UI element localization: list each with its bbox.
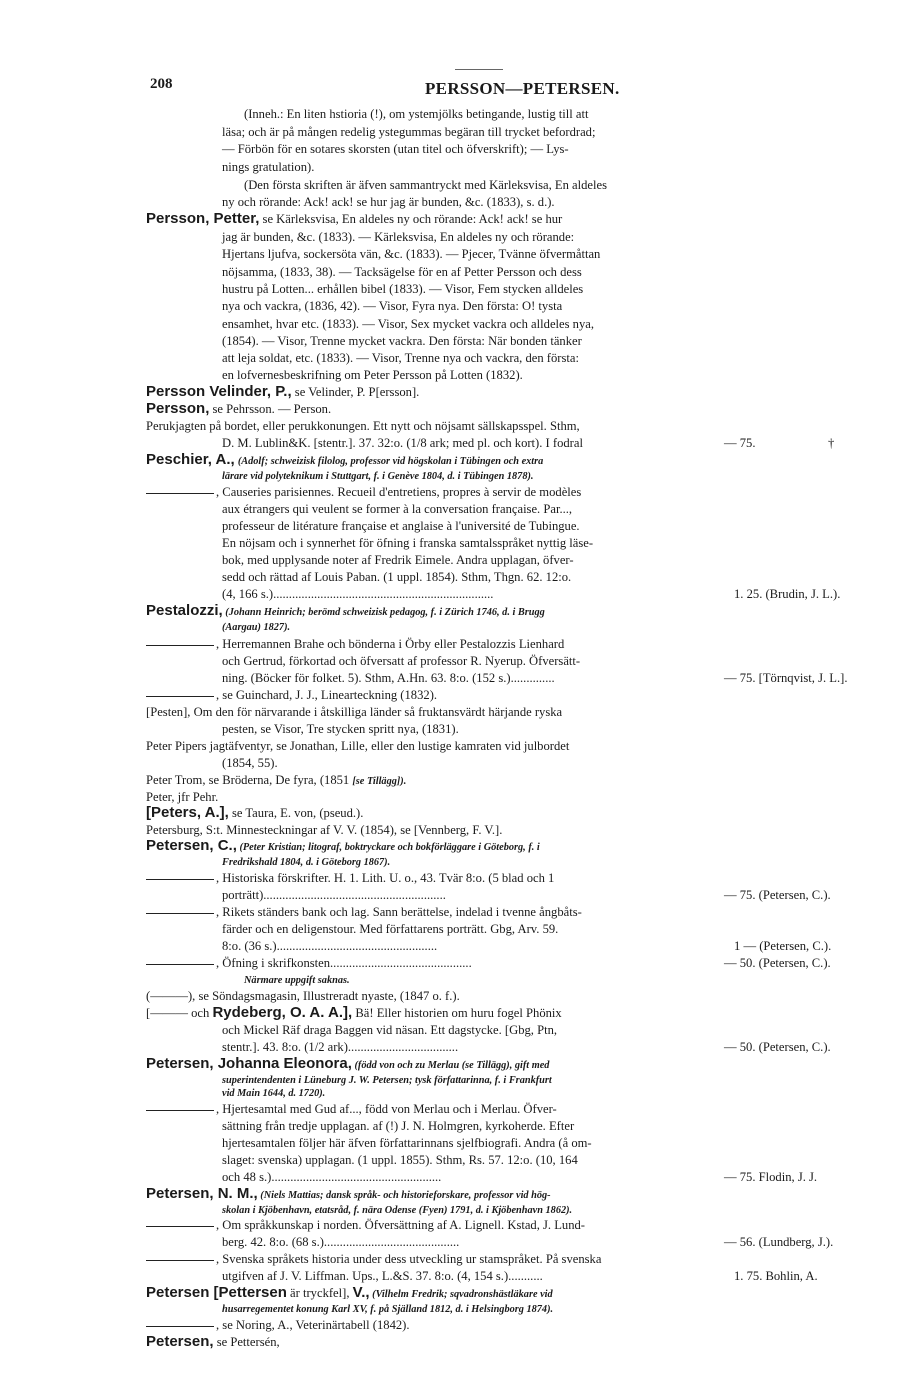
line-plain: jag är bunden, &c. (1833). — Kärleksvisa, En aldeles ny och rörande: bbox=[222, 230, 575, 244]
line-plain: Peter Trom, se Bröderna, De fyra, (1851 bbox=[146, 773, 353, 787]
line-text: , Historiska förskrifter. H. 1. Lith. U. o., 43. Tvär 8:o. (5 blad och 1 bbox=[146, 871, 554, 885]
line-plain: och 48 s.)...................................................... bbox=[222, 1170, 442, 1184]
line-plain: (1854). — Visor, Trenne mycket vackra. Den första: När bonden tänker bbox=[222, 334, 582, 348]
line-text bbox=[222, 1202, 572, 1218]
line-text bbox=[222, 854, 390, 870]
line-text bbox=[222, 1040, 458, 1054]
line-text bbox=[146, 806, 363, 820]
line-plain: Rikets ständers bank och lag. Sann berättelse, indelad i tvenne ångbåts- bbox=[222, 905, 582, 919]
line-plain: (1854, 55). bbox=[222, 756, 278, 770]
bio-note: Närmare uppgift saknas. bbox=[244, 975, 350, 986]
entry-headword: Rydeberg, O. A. A.], bbox=[212, 1004, 353, 1021]
line-text bbox=[146, 402, 331, 416]
line-plain: [——— och bbox=[146, 1006, 213, 1020]
line-plain: Perukjagten på bordet, eller perukkonungen. Ett nytt och nöjsamt sällskapsspel. Sthm, bbox=[146, 419, 580, 433]
bio-note: lärare vid polyteknikum i Stuttgart, f. i Genève 1804, d. i Tübingen 1878). bbox=[222, 471, 534, 482]
bio-note: skolan i Kjöbenhavn, etatsråd, f. nära Odense (Fyen) 1791, d. i Kjöbenhavn 1862). bbox=[222, 1205, 573, 1216]
entry-headword: Persson, bbox=[146, 400, 210, 417]
line-plain: och Mickel Räf draga Baggen vid näsan. Ett dagstycke. [Gbg, Ptn, bbox=[222, 1023, 558, 1037]
ditto-dash bbox=[146, 1326, 214, 1327]
line-plain: Peter, jfr Pehr. bbox=[146, 790, 219, 804]
bio-note: (Aargau) 1827). bbox=[222, 622, 291, 633]
line-text bbox=[222, 1023, 557, 1037]
line-plain: Causeries parisiennes. Recueil d'entretiens, propres à servir de modèles bbox=[222, 485, 582, 499]
line-text bbox=[222, 195, 555, 209]
line-text bbox=[222, 436, 583, 450]
line-plain: se Noring, A., Veterinärtabell (1842). bbox=[222, 1318, 410, 1332]
price-publisher: — 75. bbox=[724, 436, 756, 450]
line-plain: en lofvernesbeskrifning om Peter Persson på Lotten (1832). bbox=[222, 368, 523, 382]
line-plain: se Pettersén, bbox=[213, 1335, 280, 1349]
line-text bbox=[222, 265, 582, 279]
ditto-dash bbox=[146, 696, 214, 697]
line-text bbox=[244, 972, 350, 988]
ditto-dash bbox=[146, 1260, 214, 1261]
line-text bbox=[222, 468, 533, 484]
line-plain: professeur de litérature française et anglaise à l'université de Tubingue. bbox=[222, 519, 580, 533]
line-text: , Herremannen Brahe och bönderna i Örby eller Pestalozzis Lienhard bbox=[146, 637, 564, 651]
entry-headword: [Peters, A.], bbox=[146, 804, 229, 821]
line-plain: Öfning i skrifkonsten............................................. bbox=[222, 956, 472, 970]
line-text: , Hjertesamtal med Gud af..., född von Merlau och i Merlau. Öfver- bbox=[146, 1102, 557, 1116]
line-text bbox=[146, 739, 569, 753]
line-text bbox=[146, 989, 460, 1003]
line-text bbox=[222, 368, 523, 382]
line-plain: färder och en deligenstour. Med författarens porträtt. Gbg, Arv. 59. bbox=[222, 922, 559, 936]
price-publisher: — 75. [Törnqvist, J. L.]. bbox=[724, 671, 848, 685]
line-plain: Hjertesamtal med Gud af..., född von Merlau och i Merlau. Öfver- bbox=[222, 1102, 557, 1116]
bio-note: (Adolf; schweizisk filolog, professor vid högskolan i Tübingen och extra bbox=[237, 456, 544, 467]
line-plain: stentr.]. 43. 8:o. (1/2 ark)................................... bbox=[222, 1040, 459, 1054]
line-plain: [Pesten], Om den för närvarande i åtskilliga länder så fruktansvärdt härjande ryska bbox=[146, 705, 563, 719]
line-text: , Svenska språkets historia under dess utveckling ur stamspråket. På svenska bbox=[146, 1252, 601, 1266]
line-text bbox=[222, 553, 574, 567]
line-text bbox=[222, 654, 580, 668]
line-text bbox=[222, 1085, 325, 1101]
line-plain: porträtt).......................................................... bbox=[222, 888, 446, 902]
entry-headword: Petersen, Johanna Eleonora, bbox=[146, 1055, 352, 1072]
line-plain: läsa; och är på mången redelig ystegummas begäran till trycket befordrad; bbox=[222, 125, 596, 139]
ditto-dash bbox=[146, 645, 214, 646]
line-text bbox=[222, 519, 580, 533]
bio-note: Fredrikshald 1804, d. i Göteborg 1867). bbox=[222, 857, 391, 868]
line-text bbox=[222, 1269, 543, 1283]
line-plain: Herremannen Brahe och bönderna i Örby eller Pestalozzis Lienhard bbox=[222, 637, 565, 651]
line-plain: Historiska förskrifter. H. 1. Lith. U. o., 43. Tvär 8:o. (5 blad och 1 bbox=[222, 871, 555, 885]
ditto-dash bbox=[146, 1226, 214, 1227]
line-plain: D. M. Lublin&K. [stentr.]. 37. 32:o. (1/8 ark; med pl. och kort). I fodral bbox=[222, 436, 583, 450]
line-text bbox=[222, 125, 595, 139]
line-text bbox=[146, 1335, 280, 1349]
line-plain: pesten, se Visor, Tre stycken spritt nya, (1831). bbox=[222, 722, 459, 736]
bio-note: (Vilhelm Fredrik; sqvadronshästläkare vid bbox=[369, 1289, 553, 1300]
bio-note: (Peter Kristian; litograf, boktryckare och bokförläggare i Göteborg, f. i bbox=[236, 842, 540, 853]
bio-note: (Niels Mattias; dansk språk- och historieforskare, professor vid hög- bbox=[257, 1190, 551, 1201]
line-text bbox=[222, 888, 446, 902]
line-text bbox=[222, 722, 459, 736]
line-plain: sedd och rättad af Louis Paban. (1 uppl. 1854). Sthm, Thgn. 62. 12:o. bbox=[222, 570, 572, 584]
line-plain: (4, 166 s.)...................................................................... bbox=[222, 587, 494, 601]
line-text bbox=[222, 671, 555, 685]
line-text bbox=[222, 1119, 574, 1133]
line-text bbox=[222, 282, 583, 296]
line-text: , se Guinchard, J. J., Linearteckning (1832). bbox=[146, 688, 437, 702]
ditto-dash bbox=[146, 913, 214, 914]
line-text bbox=[146, 385, 419, 399]
line-text: , Rikets ständers bank och lag. Sann berättelse, indelad i tvenne ångbåts- bbox=[146, 905, 582, 919]
entry-headword: V., bbox=[352, 1284, 370, 1301]
line-text bbox=[222, 587, 493, 601]
line-text bbox=[222, 351, 579, 365]
line-text bbox=[222, 317, 594, 331]
page-number: 208 bbox=[150, 76, 173, 92]
line-text bbox=[222, 536, 593, 550]
line-text: , se Noring, A., Veterinärtabell (1842). bbox=[146, 1318, 410, 1332]
line-text bbox=[222, 1301, 553, 1317]
line-text bbox=[222, 502, 572, 516]
line-plain: hustru på Lotten... erhållen bibel (1833). — Visor, Fem stycken alldeles bbox=[222, 282, 584, 296]
price-publisher: 1 — (Petersen, C.). bbox=[734, 939, 832, 953]
line-plain: aux étrangers qui veulent se former à la conversation française. Par..., bbox=[222, 502, 573, 516]
line-text bbox=[222, 299, 562, 313]
line-text: , Causeries parisiennes. Recueil d'entretiens, propres à servir de modèles bbox=[146, 485, 581, 499]
line-plain: att leja soldat, etc. (1833). — Visor, Trenne nya och vackra, den första: bbox=[222, 351, 579, 365]
line-plain: se Pehrsson. — Person. bbox=[209, 402, 332, 416]
line-plain: Svenska språkets historia under dess utveckling ur stamspråket. På svenska bbox=[222, 1252, 602, 1266]
line-text bbox=[244, 178, 607, 192]
line-text bbox=[222, 1235, 459, 1249]
line-text: , Öfning i skrifkonsten............................................. bbox=[146, 956, 472, 970]
line-plain: (Inneh.: En liten hstioria (!), om ystemjölks betingande, lustig till att bbox=[244, 107, 589, 121]
line-plain: se Guinchard, J. J., Linearteckning (1832). bbox=[222, 688, 438, 702]
line-plain: sättning från tredje upplagan. af (!) J. N. Holmgren, kyrkoherde. Efter bbox=[222, 1119, 575, 1133]
line-plain: (Den första skriften är äfven sammantryckt med Kärleksvisa, En aldeles bbox=[244, 178, 607, 192]
line-text bbox=[146, 1286, 553, 1302]
line-text bbox=[146, 212, 562, 226]
price-publisher: 1. 75. Bohlin, A. bbox=[734, 1269, 818, 1283]
line-text bbox=[146, 604, 545, 620]
line-text: , Om språkkunskap i norden. Öfversättning af A. Lignell. Kstad, J. Lund- bbox=[146, 1218, 585, 1232]
line-plain: hjertesamtalen följer här äfven författarinnans sjelfbiografi. Andra (å om- bbox=[222, 1136, 592, 1150]
header-rule bbox=[455, 69, 503, 70]
line-plain: (———), se Söndagsmagasin, Illustreradt nyaste, (1847 o. f.). bbox=[146, 989, 460, 1003]
line-text bbox=[222, 619, 290, 635]
line-plain: nya och vackra, (1836, 42). — Visor, Fyra nya. Den första: O! tysta bbox=[222, 299, 563, 313]
bio-note: (Johann Heinrich; berömd schweizisk pedagog, f. i Zürich 1746, d. i Brugg bbox=[222, 607, 545, 618]
line-plain: nöjsamma, (1833, 38). — Tacksägelse för en af Petter Persson och dess bbox=[222, 265, 582, 279]
line-plain: är tryckfel], bbox=[286, 1286, 353, 1300]
line-plain: — Förbön för en sotares skorsten (utan titel och öfverskrift); — Lys- bbox=[222, 142, 569, 156]
line-plain: se Kärleksvisa, En aldeles ny och rörande: Ack! ack! se hur bbox=[259, 212, 563, 226]
line-text bbox=[222, 922, 558, 936]
running-head: PERSSON—PETERSEN. bbox=[425, 79, 620, 98]
line-text bbox=[146, 839, 540, 855]
line-text bbox=[146, 773, 406, 789]
price-publisher: — 56. (Lundberg, J.). bbox=[724, 1235, 834, 1249]
ditto-dash bbox=[146, 1110, 214, 1111]
line-plain: Peter Pipers jagtäfventyr, se Jonathan, Lille, eller den lustige kamraten vid julbordet bbox=[146, 739, 570, 753]
line-text bbox=[146, 823, 502, 837]
line-plain: 8:o. (36 s.)................................................... bbox=[222, 939, 438, 953]
line-text bbox=[222, 1170, 441, 1184]
ditto-dash bbox=[146, 964, 214, 965]
entry-headword: Petersen, bbox=[146, 1333, 214, 1350]
bio-note: husarregementet konung Karl XV, f. på Själland 1812, d. i Helsingborg 1874). bbox=[222, 1304, 554, 1315]
line-plain: nings gratulation). bbox=[222, 160, 315, 174]
line-plain: ny och rörande: Ack! ack! se hur jag är bunden, &c. (1833), s. d.). bbox=[222, 195, 555, 209]
entry-headword: Persson, Petter, bbox=[146, 210, 260, 227]
line-text bbox=[222, 939, 437, 953]
line-plain: Om språkkunskap i norden. Öfversättning af A. Lignell. Kstad, J. Lund- bbox=[222, 1218, 586, 1232]
bio-note: vid Main 1644, d. 1720). bbox=[222, 1088, 326, 1099]
line-text bbox=[244, 107, 589, 121]
price-publisher: — 50. (Petersen, C.). bbox=[724, 1040, 831, 1054]
dagger-mark: † bbox=[828, 436, 835, 450]
ditto-dash bbox=[146, 879, 214, 880]
price-publisher: — 75. Flodin, J. J. bbox=[724, 1170, 818, 1184]
entry-headword: Petersen, N. M., bbox=[146, 1185, 258, 1202]
line-text bbox=[222, 756, 278, 770]
price-publisher: 1. 25. (Brudin, J. L.). bbox=[734, 587, 841, 601]
entry-headword: Persson Velinder, P., bbox=[146, 383, 292, 400]
price-publisher: — 75. (Petersen, C.). bbox=[724, 888, 831, 902]
line-plain: berg. 42. 8:o. (68 s.)........................................... bbox=[222, 1235, 460, 1249]
line-text bbox=[146, 453, 543, 469]
line-text bbox=[222, 570, 571, 584]
line-text bbox=[222, 247, 600, 261]
line-plain: se Taura, E. von, (pseud.). bbox=[228, 806, 364, 820]
line-text bbox=[146, 1006, 562, 1020]
line-plain: Hjertans ljufva, sockersöta vän, &c. (1833). — Pjecer, Tvänne öfvermåttan bbox=[222, 247, 601, 261]
ditto-dash bbox=[146, 493, 214, 494]
line-text bbox=[146, 705, 562, 719]
line-text bbox=[146, 1187, 551, 1203]
entry-headword: Petersen [Pettersen bbox=[146, 1284, 287, 1301]
entry-headword: Petersen, C., bbox=[146, 837, 237, 854]
line-text bbox=[222, 1136, 592, 1150]
line-text bbox=[146, 790, 218, 804]
price-publisher: — 50. (Petersen, C.). bbox=[724, 956, 831, 970]
line-text bbox=[146, 1057, 549, 1073]
line-plain: se Velinder, P. P[ersson]. bbox=[291, 385, 420, 399]
line-plain: slaget: svenska) upplagan. (1 uppl. 1855). Sthm, Rs. 57. 12:o. (10, 164 bbox=[222, 1153, 578, 1167]
line-plain: Bä! Eller historien om huru fogel Phönix bbox=[352, 1006, 562, 1020]
line-plain: bok, med upplysande noter af Fredrik Eimele. Andra upplagan, öfver- bbox=[222, 553, 574, 567]
line-text bbox=[222, 1153, 578, 1167]
line-text bbox=[222, 334, 582, 348]
line-plain: ensamhet, hvar etc. (1833). — Visor, Sex mycket vackra och alldeles nya, bbox=[222, 317, 595, 331]
line-plain: och Gertrud, förkortad och öfversatt af professor R. Nyerup. Öfversätt- bbox=[222, 654, 581, 668]
line-text bbox=[222, 142, 569, 156]
bio-note: [se Tillägg]). bbox=[352, 776, 407, 787]
line-text bbox=[222, 160, 314, 174]
line-text bbox=[222, 230, 574, 244]
entry-headword: Peschier, A., bbox=[146, 451, 235, 468]
line-text bbox=[146, 419, 580, 433]
line-plain: ning. (Böcker för folket. 5). Sthm, A.Hn. 63. 8:o. (152 s.).............. bbox=[222, 671, 555, 685]
line-plain: utgifven af J. V. Liffman. Ups., L.&S. 37. 8:o. (4, 154 s.)........... bbox=[222, 1269, 543, 1283]
bio-note: (född von och zu Merlau (se Tillägg), gift med bbox=[351, 1060, 550, 1071]
bio-note: superintendenten i Lüneburg J. W. Petersen; tysk författarinna, f. i Frankfurt bbox=[222, 1075, 552, 1086]
line-plain: Petersburg, S:t. Minnesteckningar af V. V. (1854), se [Vennberg, F. V.]. bbox=[146, 823, 503, 837]
line-plain: En nöjsam och i synnerhet för öfning i franska samtalsspråket nyttig läse- bbox=[222, 536, 594, 550]
entry-headword: Pestalozzi, bbox=[146, 602, 223, 619]
